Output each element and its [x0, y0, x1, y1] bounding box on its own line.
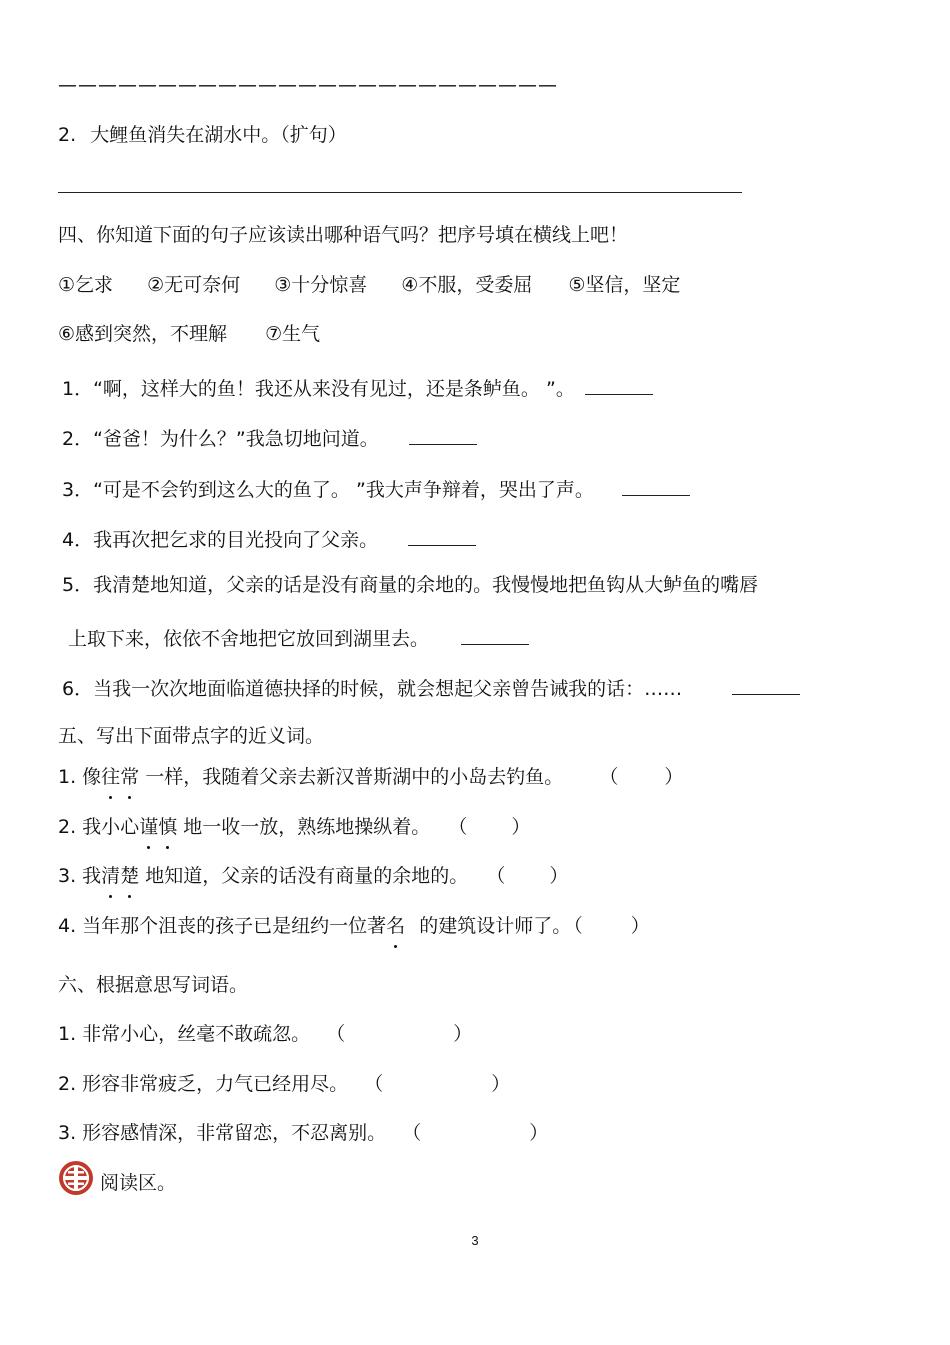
dotted-word — [101, 865, 139, 887]
word-meaning-item — [58, 1120, 548, 1146]
item-text: 地一收一放，熟练地操纵着。 — [183, 816, 431, 838]
question-text: 大鲤鱼消失在湖水中。（扩句） — [90, 124, 347, 146]
option: ⑦生气 — [265, 323, 321, 345]
tone-item — [62, 422, 477, 448]
tone-item-text: 上取下来，依依不舍地把它放回到湖里去。 — [68, 628, 430, 650]
answer-parentheses[interactable]: （ ） — [573, 915, 650, 937]
expand-sentence-question — [58, 122, 347, 148]
item-text: 1. 像 — [58, 766, 102, 788]
emphasis-dot-char: 楚 — [120, 865, 140, 887]
answer-dashed-line: ————————————————————————— — [58, 74, 558, 96]
section-6-title: 六、根据意思写词语。 — [58, 974, 249, 996]
item-text: 一样，我随着父亲去新汉普斯湖中的小岛去钓鱼。 — [145, 766, 564, 788]
item-text: 3. 形容感情深，非常留恋，不忍离别。 — [58, 1122, 387, 1144]
answer-parentheses[interactable]: （ ） — [402, 1122, 549, 1144]
dotted-word — [139, 816, 177, 838]
reading-zone-label: 阅读区。 — [100, 1172, 177, 1194]
page-number: 3 — [471, 1233, 479, 1248]
item-text: 2. 形容非常疲乏，力气已经用尽。 — [58, 1073, 349, 1095]
option: ③十分惊喜 — [274, 274, 368, 296]
tone-item-text: 4．我再次把乞求的目光投向了父亲。 — [62, 529, 379, 551]
item-text: 3. 我 — [58, 865, 102, 887]
answer-parentheses[interactable]: （ ） — [448, 816, 531, 838]
tone-item-text: 2．“爸爸！为什么？”我急切地问道。 — [62, 428, 379, 450]
answer-parentheses[interactable]: （ ） — [599, 766, 684, 788]
dotted-word — [101, 766, 139, 788]
word-meaning-item — [58, 1021, 472, 1047]
emphasis-dot-char: 慎 — [158, 816, 178, 838]
tone-item-text: 1．“啊，这样大的鱼！我还从来没有见过，还是条鲈鱼。 ”。 — [62, 378, 575, 400]
synonym-item — [58, 913, 650, 939]
answer-line[interactable] — [58, 192, 742, 193]
tone-item: 5．我清楚地知道，父亲的话是没有商量的余地的。我慢慢地把鱼钩从大鲈鱼的嘴唇 — [62, 574, 759, 596]
tone-options-row-1 — [58, 272, 680, 298]
synonym-item — [58, 814, 530, 840]
option: ①乞求 — [58, 274, 114, 296]
answer-blank[interactable] — [409, 422, 477, 445]
option: ⑤坚信，坚定 — [568, 274, 681, 296]
item-text: 4. 当年那个沮丧的孩子已是纽约一位著 — [58, 915, 387, 937]
word-meaning-item — [58, 1071, 510, 1097]
tone-item — [62, 672, 800, 698]
item-text: 地知道，父亲的话没有商量的余地的。 — [145, 865, 469, 887]
answer-blank[interactable] — [408, 523, 476, 546]
tone-item-text: 6．当我一次次地面临道德抉择的时候，就会想起父亲曾告诫我的话：…… — [62, 678, 683, 700]
item-text: 1. 非常小心，丝毫不敢疏忽。 — [58, 1023, 311, 1045]
tone-item — [62, 473, 690, 499]
emphasis-dot-char: 谨 — [139, 816, 159, 838]
emphasis-dot-char — [101, 766, 139, 788]
option: ④不服，受委屈 — [401, 274, 533, 296]
option: ②无可奈何 — [147, 274, 241, 296]
tone-options-row-2 — [58, 321, 320, 347]
answer-blank[interactable] — [585, 372, 653, 395]
answer-parentheses[interactable]: （ ） — [326, 1023, 473, 1045]
reading-zone-icon — [58, 1160, 94, 1196]
dotted-word: 名 — [386, 915, 406, 937]
section-5-title: 五、写出下面带点字的近义词。 — [58, 725, 325, 747]
item-text: 2. 我小心 — [58, 816, 140, 838]
answer-parentheses[interactable]: （ ） — [364, 1073, 511, 1095]
emphasis-dot-char: 清 — [101, 865, 121, 887]
synonym-item — [58, 764, 683, 790]
option: ⑥感到突然，不理解 — [58, 323, 228, 345]
answer-parentheses[interactable]: （ ） — [486, 865, 569, 887]
answer-blank[interactable] — [732, 672, 800, 695]
emphasis-dot-char: 常 — [120, 766, 140, 788]
emphasis-dot-char: 往 — [101, 766, 121, 788]
question-number: 2. — [58, 124, 77, 146]
item-text: 的建筑设计师了。 — [419, 915, 572, 937]
tone-item — [62, 372, 653, 398]
tone-item-text: 3．“可是不会钓到这么大的鱼了。 ”我大声争辩着，哭出了声。 — [62, 479, 594, 501]
answer-blank[interactable] — [461, 622, 529, 645]
tone-item-continued — [68, 622, 529, 648]
answer-blank[interactable] — [622, 473, 690, 496]
section-4-title: 四、你知道下面的句子应该读出哪种语气吗？把序号填在横线上吧！ — [58, 224, 629, 246]
synonym-item — [58, 863, 568, 889]
tone-item — [62, 523, 476, 549]
